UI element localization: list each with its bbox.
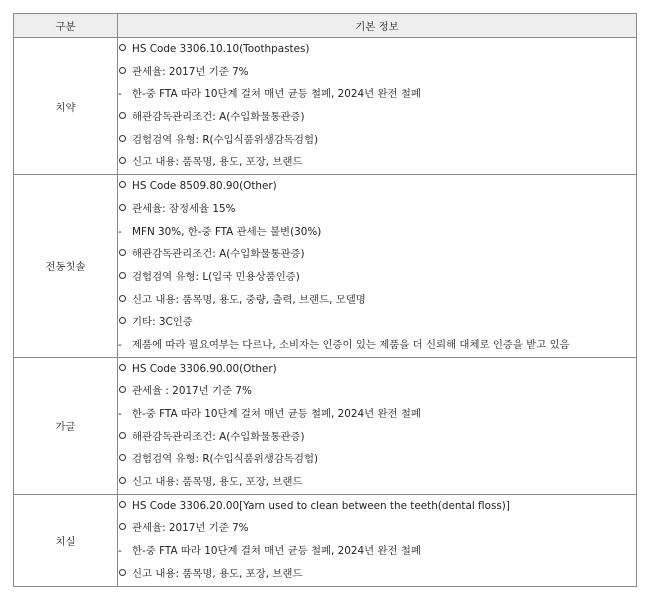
info-line: [118, 221, 636, 244]
info-line-text: 신고 내용: 품목명, 용도, 포장, 브랜드: [132, 156, 303, 169]
info-line: [118, 448, 636, 471]
info-column-header: 기본 정보: [118, 14, 637, 38]
circle-bullet-icon: [118, 426, 132, 449]
info-line-text: 신고 내용: 품목명, 용도, 중량, 출력, 브랜드, 모델명: [132, 293, 366, 306]
circle-bullet-icon: [118, 358, 132, 381]
info-table: [13, 13, 637, 587]
info-cell: [118, 38, 637, 175]
info-line: [118, 540, 636, 563]
dash-bullet-icon: -: [118, 545, 122, 558]
table-row: [14, 494, 637, 586]
circle-bullet-icon: [118, 266, 132, 289]
circle-bullet-icon: [118, 38, 132, 61]
info-line-text: 기타: 3C인증: [132, 316, 193, 329]
info-line: [118, 517, 636, 540]
circle-bullet-icon: [118, 151, 132, 174]
info-line-text: 제품에 따라 필요여부는 다르나, 소비자는 인증이 있는 제품을 더 신뢰해 대체로 인증을 받고 있음: [132, 338, 570, 351]
info-line-text: 검험검역 유형: R(수입식품위생감독검험): [132, 453, 319, 466]
info-line-text: 관세율: 2017년 기준 7%: [132, 65, 249, 78]
info-line: [118, 266, 636, 289]
circle-bullet-icon: [118, 243, 132, 266]
circle-bullet-icon: [118, 106, 132, 129]
info-line-text: HS Code 3306.20.00[Yarn used to clean between the teeth(dental floss)]: [132, 499, 510, 512]
table-row: [14, 175, 637, 358]
info-line: [118, 61, 636, 84]
category-cell: 가글: [14, 357, 118, 494]
info-line-text: 신고 내용: 품목명, 용도, 포장, 브랜드: [132, 476, 303, 489]
info-line-text: 관세율 : 2017년 기준 7%: [132, 385, 252, 398]
info-line: [118, 129, 636, 152]
info-line: [118, 380, 636, 403]
circle-bullet-icon: [118, 311, 132, 334]
info-line: [118, 311, 636, 334]
dash-bullet-icon: -: [118, 408, 122, 420]
circle-bullet-icon: [118, 563, 132, 586]
info-line-text: HS Code 8509.80.90(Other): [132, 180, 277, 193]
circle-bullet-icon: [118, 175, 132, 198]
info-line: [118, 289, 636, 312]
info-line: [118, 426, 636, 449]
circle-bullet-icon: [118, 289, 132, 312]
table-row: [14, 38, 637, 175]
info-line: [118, 38, 636, 61]
info-line: [118, 151, 636, 174]
table-header-row: [14, 14, 637, 38]
info-line: [118, 403, 636, 426]
info-line-text: 관세율: 잠정세율 15%: [132, 202, 236, 215]
info-line-text: 한-중 FTA 따라 10단계 걸쳐 매년 균등 철폐, 2024년 완전 철폐: [132, 408, 421, 420]
circle-bullet-icon: [118, 471, 132, 494]
dash-bullet-icon: -: [118, 88, 122, 101]
info-cell: [118, 357, 637, 494]
info-line-text: 해관감독관리조건: A(수입화물통관증): [132, 430, 305, 443]
info-line-text: 해관감독관리조건: A(수입화물통관증): [132, 248, 305, 261]
info-line: [118, 495, 636, 518]
info-line-text: 해관감독관리조건: A(수입화물통관증): [132, 111, 305, 124]
dash-bullet-icon: -: [118, 338, 122, 351]
circle-bullet-icon: [118, 61, 132, 84]
info-line-text: 한-중 FTA 따라 10단계 걸쳐 매년 균등 철폐, 2024년 완전 철폐: [132, 88, 421, 101]
circle-bullet-icon: [118, 129, 132, 152]
category-cell: 치실: [14, 494, 118, 586]
info-line: [118, 175, 636, 198]
info-line-text: 한-중 FTA 따라 10단계 걸쳐 매년 균등 철폐, 2024년 완전 철폐: [132, 545, 421, 558]
info-line: [118, 334, 636, 357]
circle-bullet-icon: [118, 198, 132, 221]
info-line: [118, 358, 636, 381]
category-cell: 치약: [14, 38, 118, 175]
table-row: [14, 357, 637, 494]
circle-bullet-icon: [118, 517, 132, 540]
info-line: [118, 198, 636, 221]
dash-bullet-icon: -: [118, 225, 122, 238]
info-line: [118, 106, 636, 129]
category-column-header: 구분: [14, 14, 118, 38]
info-line: [118, 83, 636, 106]
info-cell: [118, 494, 637, 586]
info-line: [118, 471, 636, 494]
info-line-text: 관세율: 2017년 기준 7%: [132, 522, 249, 535]
circle-bullet-icon: [118, 448, 132, 471]
info-line-text: HS Code 3306.10.10(Toothpastes): [132, 43, 310, 55]
info-line: [118, 243, 636, 266]
info-line-text: 신고 내용: 품목명, 용도, 포장, 브랜드: [132, 567, 303, 580]
info-line: [118, 563, 636, 586]
info-line-text: 검험검역 유형: R(수입식품위생감독검험): [132, 133, 319, 146]
info-line-text: 검험검역 유형: L(입국 민용상품인증): [132, 270, 300, 283]
info-line-text: MFN 30%, 한-중 FTA 관세는 불변(30%): [132, 225, 322, 238]
info-cell: [118, 175, 637, 358]
table-body: [14, 38, 637, 587]
category-cell: 전동칫솔: [14, 175, 118, 358]
info-line-text: HS Code 3306.90.00(Other): [132, 362, 277, 375]
circle-bullet-icon: [118, 380, 132, 403]
circle-bullet-icon: [118, 495, 132, 518]
